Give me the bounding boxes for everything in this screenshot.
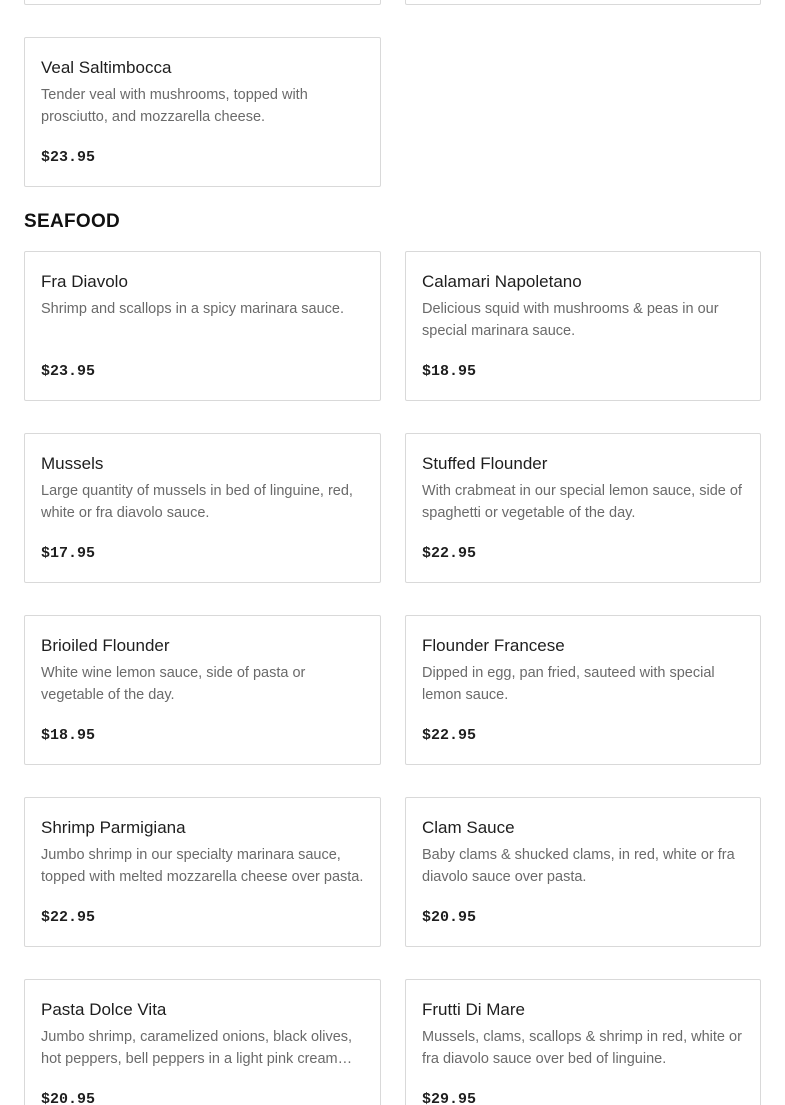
menu-item-name: Veal Saltimbocca bbox=[41, 58, 172, 77]
menu-item-card[interactable] bbox=[24, 797, 381, 947]
menu-item-description: Tender veal with mushrooms, topped with prosciutto, and mozzarella cheese. bbox=[41, 87, 308, 125]
menu-item-price: $22.95 bbox=[41, 909, 96, 926]
menu-item-card[interactable] bbox=[24, 615, 381, 765]
menu-item-description: Delicious squid with mushrooms & peas in our special marinara sauce. bbox=[422, 301, 719, 339]
menu-item-description: With crabmeat in our special lemon sauce, side of spaghetti or vegetable of the day. bbox=[422, 483, 742, 521]
menu-item-price: $29.95 bbox=[422, 1091, 477, 1105]
menu-item-card-partial[interactable] bbox=[405, 0, 761, 5]
menu-item-name: Calamari Napoletano bbox=[422, 272, 582, 291]
menu-item-name: Fra Diavolo bbox=[41, 272, 128, 291]
menu-item-description: Shrimp and scallops in a spicy marinara sauce. bbox=[41, 301, 345, 317]
menu-item-name: Frutti Di Mare bbox=[422, 1000, 525, 1019]
menu-item-name: Shrimp Parmigiana bbox=[41, 818, 186, 837]
menu-item-card[interactable] bbox=[24, 433, 381, 583]
menu-item-description: Jumbo shrimp in our specialty marinara sauce, topped with melted mozzarella cheese over pasta. bbox=[41, 847, 364, 885]
menu-item-name: Brioiled Flounder bbox=[41, 636, 170, 655]
menu-item-card[interactable] bbox=[24, 979, 381, 1105]
menu-item-card[interactable] bbox=[405, 433, 761, 583]
menu-item-name: Mussels bbox=[41, 454, 104, 473]
menu-item-price: $23.95 bbox=[41, 149, 96, 166]
menu-item-price: $17.95 bbox=[41, 545, 96, 562]
menu-item-price: $22.95 bbox=[422, 727, 477, 744]
menu-item-description: White wine lemon sauce, side of pasta or vegetable of the day. bbox=[41, 665, 306, 703]
menu-item-price: $20.95 bbox=[422, 909, 477, 926]
menu-item-description: Baby clams & shucked clams, in red, white or fra diavolo sauce over pasta. bbox=[422, 847, 735, 885]
menu-item-card[interactable] bbox=[405, 251, 761, 401]
menu-item-name: Flounder Francese bbox=[422, 636, 565, 655]
menu-item-name: Clam Sauce bbox=[422, 818, 515, 837]
menu-item-card[interactable] bbox=[405, 797, 761, 947]
menu-item-price: $23.95 bbox=[41, 363, 96, 380]
menu-item-name: Pasta Dolce Vita bbox=[41, 1000, 167, 1019]
menu-item-name: Stuffed Flounder bbox=[422, 454, 548, 473]
menu-item-description: Mussels, clams, scallops & shrimp in red, white or fra diavolo sauce over bed of linguine. bbox=[422, 1029, 742, 1067]
menu-item-price: $22.95 bbox=[422, 545, 477, 562]
menu-item-description: Jumbo shrimp, caramelized onions, black olives, hot peppers, bell peppers in a light pink cream… bbox=[41, 1029, 353, 1067]
menu-item-price: $18.95 bbox=[41, 727, 96, 744]
menu-item-description: Large quantity of mussels in bed of linguine, red, white or fra diavolo sauce. bbox=[41, 483, 353, 521]
menu-item-card[interactable] bbox=[405, 979, 761, 1105]
menu-item-card[interactable] bbox=[24, 251, 381, 401]
menu-item-card-partial[interactable] bbox=[24, 0, 381, 5]
menu-item-description: Dipped in egg, pan fried, sauteed with special lemon sauce. bbox=[422, 665, 715, 703]
menu-item-card[interactable] bbox=[405, 615, 761, 765]
menu-item-card[interactable] bbox=[24, 37, 381, 187]
section-heading-seafood: SEAFOOD bbox=[24, 211, 121, 232]
menu-item-price: $20.95 bbox=[41, 1091, 96, 1105]
menu-item-price: $18.95 bbox=[422, 363, 477, 380]
